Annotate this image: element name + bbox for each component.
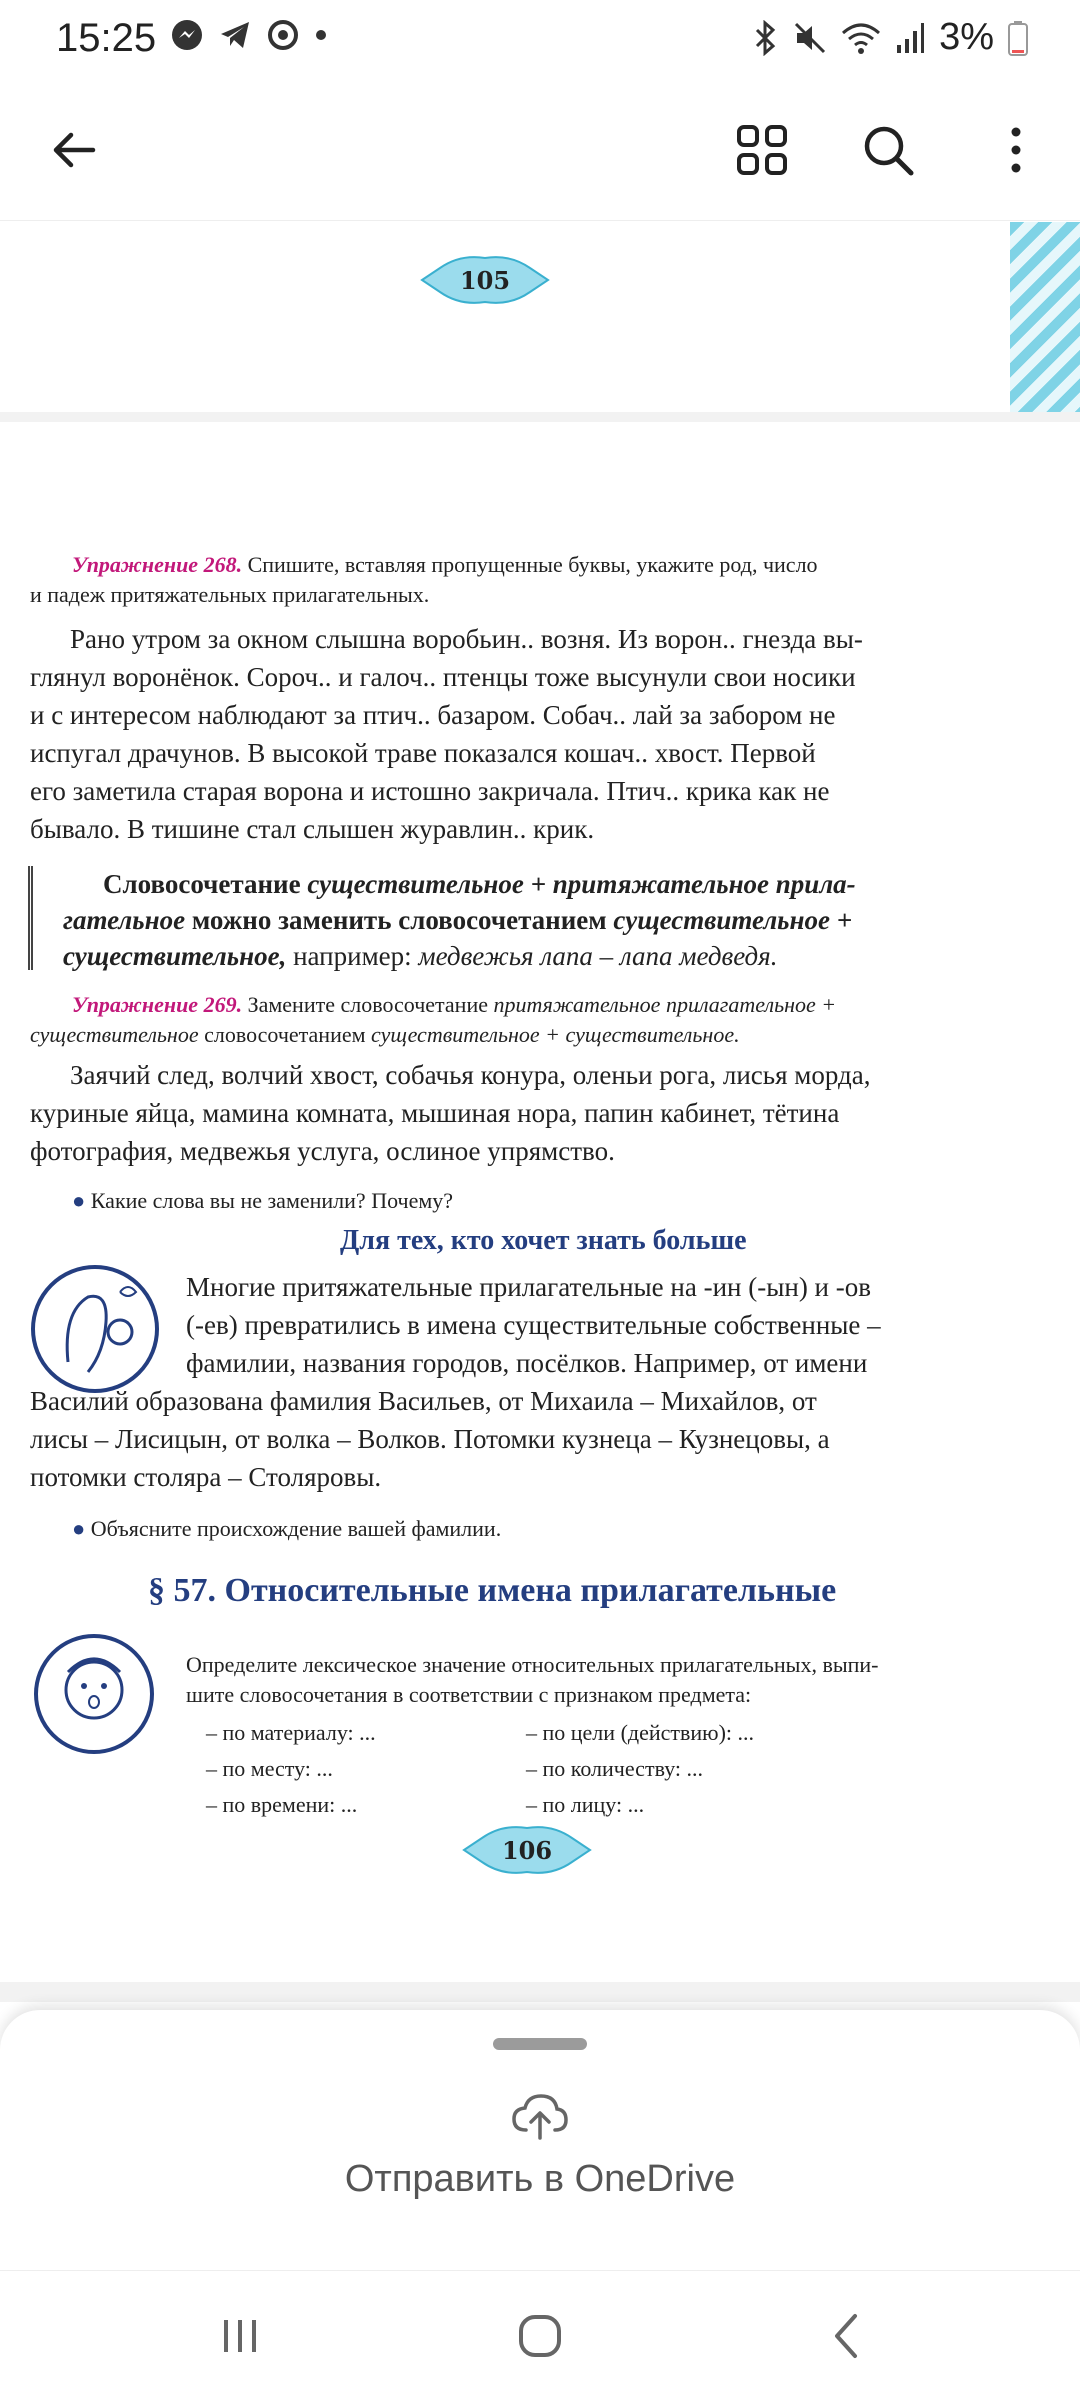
rule-text: гательное	[63, 905, 192, 935]
bullet-icon: ●	[72, 1516, 86, 1541]
ex268-line-2: глянул воронёнок. Сороч.. и галоч.. птенцы тоже высунули свои носики	[30, 662, 856, 692]
ex269-question	[72, 1186, 1072, 1216]
ex268-instruction-text: Спишите, вставляя пропущенные буквы, укажите род, число	[247, 552, 818, 577]
ex269-line-1: Заячий след, волчий хвост, собачья конура, оленьи рога, лисья морда,	[70, 1060, 871, 1090]
rule-line-1	[63, 866, 1063, 902]
ex269-line-2: куриные яйца, мамина комната, мышиная нора, папин кабинет, тётина	[30, 1098, 840, 1128]
boy-illustration-icon	[32, 1632, 156, 1756]
home-button[interactable]	[500, 2301, 580, 2371]
status-system-icons	[753, 16, 1028, 59]
ex268-line-4: испугал драчунов. В высокой траве показался кошач.. хвост. Первой	[30, 738, 816, 768]
rule-text: Словосочетание	[103, 869, 308, 899]
more-options-button[interactable]	[976, 110, 1056, 190]
criteria-left-3: – по времени: ...	[206, 1792, 358, 1817]
rule-text: существительное + притяжательное прила-	[307, 869, 856, 899]
navigation-bar	[0, 2270, 1080, 2401]
girl-illustration-icon	[28, 1262, 162, 1396]
grid-view-icon	[735, 123, 789, 177]
battery-percent: 3%	[939, 16, 994, 58]
dot-icon	[314, 28, 328, 42]
ex269-instruction-text: словосочетанием	[198, 1022, 372, 1047]
extra-task	[72, 1514, 1072, 1544]
ex268-line-5: его заметила старая ворона и истошно закричала. Птич.. крика как не	[30, 776, 830, 806]
section-57-intro-1: Определите лексическое значение относительных прилагательных, выпи-	[186, 1652, 879, 1677]
search-icon	[861, 123, 915, 177]
mute-icon	[793, 21, 827, 55]
criteria-left-2: – по месту: ...	[206, 1756, 333, 1781]
rule-line-2	[63, 902, 1063, 938]
messenger-icon	[170, 18, 204, 52]
ex269-question-text: Какие слова вы не заменили? Почему?	[90, 1188, 454, 1213]
page-ornament	[1010, 222, 1080, 412]
ex269-instruction-text: существительное	[30, 1022, 199, 1047]
rule-box	[28, 866, 1063, 970]
extra-line-3: фамилии, названия городов, посёлков. Например, от имени	[186, 1348, 868, 1378]
rule-text: например:	[286, 941, 419, 971]
sheet-drag-handle[interactable]	[493, 2038, 587, 2050]
ex269-instruction-text: притяжательное прилагательное +	[493, 992, 837, 1017]
back-arrow-icon	[49, 125, 99, 175]
page-number-top: 105	[459, 265, 511, 295]
rule-text: существительное +	[613, 905, 853, 935]
ex269-line-3: фотография, медвежья услуга, ослиное упрямство.	[30, 1136, 615, 1166]
home-icon	[516, 2312, 564, 2360]
more-vert-icon	[1006, 125, 1026, 175]
telegram-icon	[218, 18, 252, 52]
rule-text: можно заменить словосочетанием	[191, 905, 614, 935]
page-number-bottom: 106	[501, 1835, 553, 1865]
criteria-right-2: – по количеству: ...	[526, 1756, 704, 1781]
sync-icon	[266, 18, 300, 52]
ex268-line-1: Рано утром за окном слышна воробьин.. возня. Из ворон.. гнезда вы-	[70, 624, 863, 654]
cloud-upload-icon	[510, 2092, 570, 2142]
extra-task-text: Объясните происхождение вашей фамилии.	[90, 1516, 502, 1541]
criteria-right-3: – по лицу: ...	[526, 1792, 645, 1817]
nav-back-button[interactable]	[806, 2301, 886, 2371]
extra-line-2: (-ев) превратились в имена существительные собственные –	[186, 1310, 881, 1340]
rule-text: существительное,	[63, 941, 287, 971]
grid-view-button[interactable]	[722, 110, 802, 190]
bluetooth-icon	[753, 20, 779, 56]
signal-icon	[895, 21, 925, 55]
extra-line-5: лисы – Лисицын, от волка – Волков. Потомки кузнеца – Кузнецовы, а	[30, 1424, 830, 1454]
rule-text: медвежья лапа – лапа медведя.	[418, 941, 778, 971]
rule-line-3	[63, 938, 1063, 974]
status-time: 15:25	[56, 16, 157, 60]
extra-heading: Для тех, кто хочет знать больше	[340, 1225, 747, 1256]
back-button[interactable]	[34, 110, 114, 190]
search-button[interactable]	[848, 110, 928, 190]
ex269-instruction	[72, 990, 1032, 1020]
status-bar	[0, 0, 1080, 80]
ex268-instruction-line2: и падеж притяжательных прилагательных.	[30, 582, 430, 607]
status-notification-icons	[170, 18, 328, 52]
ex269-label: Упражнение 269.	[72, 992, 243, 1017]
recent-apps-icon	[218, 2316, 262, 2356]
ex268-line-3: и с интересом наблюдают за птич.. базаром. Собач.. лай за забором не	[30, 700, 836, 730]
back-icon	[831, 2312, 861, 2360]
bullet-icon: ●	[72, 1188, 86, 1213]
page-number-badge	[462, 1820, 592, 1880]
criteria-left-1: – по материалу: ...	[206, 1720, 376, 1745]
extra-line-4: Василий образована фамилия Васильев, от Михаила – Михайлов, от	[30, 1386, 817, 1416]
share-bottom-sheet	[0, 2010, 1080, 2270]
ex269-instruction-text: существительное + существительное.	[371, 1022, 740, 1047]
ex268-label: Упражнение 268.	[72, 552, 243, 577]
page-105-bottom	[0, 222, 1080, 412]
page-106	[0, 422, 1080, 1982]
criteria-right-1: – по цели (действию): ...	[526, 1720, 755, 1745]
wifi-icon	[841, 21, 881, 55]
ex268-line-6: бывало. В тишине стал слышен журавлин.. крик.	[30, 814, 595, 844]
ex269-instruction-line2	[30, 1020, 1030, 1050]
onedrive-share-label: Отправить в OneDrive	[344, 2158, 736, 2200]
battery-icon	[1008, 20, 1028, 56]
section-57-title: § 57. Относительные имена прилагательные	[148, 1572, 837, 1609]
document-viewer[interactable]	[0, 222, 1080, 2002]
onedrive-share-button[interactable]	[0, 2070, 1080, 2220]
ex268-instruction	[72, 550, 1032, 580]
recent-apps-button[interactable]	[200, 2301, 280, 2371]
extra-line-1: Многие притяжательные прилагательные на -ин (-ын) и -ов	[186, 1272, 871, 1302]
ex269-instruction-text: Замените словосочетание	[247, 992, 494, 1017]
page-number-badge	[420, 250, 550, 310]
extra-line-6: потомки столяра – Столяровы.	[30, 1462, 382, 1492]
section-57-intro-2: шите словосочетания в соответствии с признаком предмета:	[186, 1682, 752, 1707]
